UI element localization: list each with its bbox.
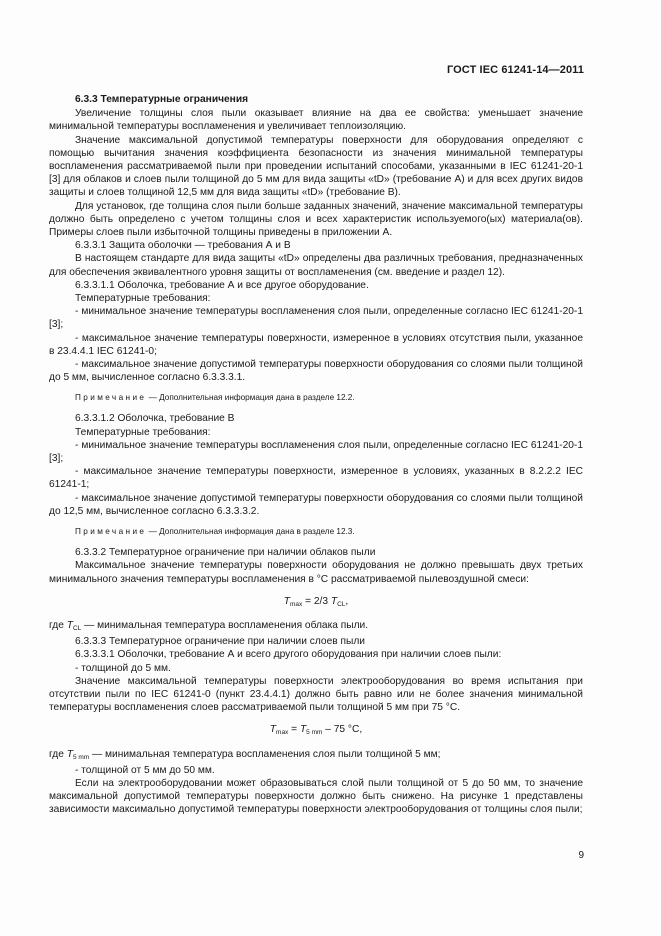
paragraph: Значение максимальной допустимой температуры поверхности для оборудования определяют с помощью вычитания значения коэффициента безопасности из значения минимальной температуры воспламенения рассматриваемой пыли при проведении испытаний способами, указанными в IEC 61241-20-1 [3] для облаков и слоев пыли толщиной до 5 мм для вида защиты «tD» (требование А) и для всех других видов защиты и слоев толщиной 12,5 мм для вида защиты «tD» (требование В).	[49, 134, 583, 199]
list-item: - толщиной до 5 мм.	[75, 662, 171, 674]
formula-tmax-cloud: Tmax = 2/3 TCL,	[283, 595, 349, 608]
note-text: — Дополнительная информация дана в разделе 12.2.	[146, 393, 355, 403]
paragraph: Увеличение толщины слоя пыли оказывает влияние на два ее свойства: уменьшает значение минимальной температуры воспламенения и увеличивает теплоизоляцию.	[49, 108, 583, 133]
list-item: - минимальное значение температуры воспламенения слоя пыли, определенные согласно IEC 61241-20-1 [3];	[49, 306, 583, 331]
paragraph: Значение максимальной температуры поверхности электрооборудования во время испытания при отсутствии пыли по IEC 61241-0 (пункт 23.4.4.1) должно быть равно или не более значения минимальной температуры воспламенения слоев рассматриваемой пыли толщиной 5 мм при 75 °С.	[49, 675, 583, 714]
subsection-title: 6.3.3.3 Температурное ограничение при наличии слоев пыли	[75, 636, 365, 648]
list-item: - максимальное значение температуры поверхности, измеренное в условиях, указанных в 8.2.2.2 IEC 61241-1;	[49, 466, 583, 491]
note-text: — Дополнительная информация дана в разделе 12.3.	[146, 527, 355, 537]
requirements-label: Температурные требования:	[75, 426, 211, 438]
subsection-title: 6.3.3.2 Температурное ограничение при наличии облаков пыли	[75, 547, 376, 559]
subsection-title: 6.3.3.1.2 Оболочка, требование В	[75, 413, 235, 425]
subsection-title: 6.3.3.1 Защита оболочки — требования А и В	[75, 240, 291, 252]
list-item: - максимальное значение температуры поверхности, измеренное в условиях отсутствия пыли, указанное в 23.4.4.1 IEC 61241-0;	[49, 332, 583, 357]
list-item: - минимальное значение температуры воспламенения слоя пыли, определенные согласно IEC 61241-20-1 [3];	[49, 439, 583, 465]
formula-explanation: где T5 mm — минимальная температура воспламенения слоя пыли толщиной 5 мм;	[49, 748, 441, 761]
formula-explanation: где TCL — минимальная температура воспламенения облака пыли.	[49, 619, 369, 632]
page-number: 9	[578, 850, 584, 861]
list-item: - толщиной от 5 мм до 50 мм.	[75, 764, 215, 776]
subsection-title: 6.3.3.1.1 Оболочка, требование А и все другое оборудование.	[75, 279, 369, 291]
standard-code: ГОСТ IEC 61241-14—2011	[446, 64, 584, 76]
note	[49, 526, 583, 537]
formula-tmax-layer: Tmax = T5 mm – 75 °С,	[269, 724, 363, 737]
note	[49, 392, 583, 403]
requirements-label: Температурные требования:	[75, 293, 211, 305]
paragraph: Максимальное значение температуры поверхности оборудования не должно превышать двух третьих минимального значения температуры воспламенения в °С рассматриваемой пылевоздушной смеси:	[49, 560, 583, 585]
paragraph: Для установок, где толщина слоя пыли больше заданных значений, значение максимальной температуры должно быть определено с учетом толщины слоя и всех характеристик используемого(ых) материала(ов). Примеры слоев пыли избыточной толщины приведены в приложении А.	[49, 200, 583, 239]
subsection-title: 6.3.3.3.1 Оболочки, требование А и всего другого оборудования при наличии слоев пыли:	[75, 649, 502, 661]
paragraph: Если на электрооборудовании может образовываться слой пыли толщиной от 5 до 50 мм, то значение максимальной допустимой температуры поверхности должно быть снижено. На рисунке 1 представлены зависимости максимально допустимой температуры поверхности электрооборудования от толщины слоя пыли;	[49, 777, 583, 816]
section-title: 6.3.3 Температурные ограничения	[75, 94, 249, 105]
paragraph: В настоящем стандарте для вида защиты «tD» определены два различных требования, предназначенных для обеспечения эквивалентного уровня защиты от воспламенения (см. введение и раздел 12).	[49, 253, 583, 278]
page-content	[49, 93, 583, 817]
list-item: - максимальное значение допустимой температуры поверхности оборудования со слоями пыли толщиной до 5 мм, вычисленное согласно 6.3.3.3.1.	[49, 359, 583, 384]
note-label: Примечание	[75, 527, 147, 537]
list-item: - максимальное значение допустимой температуры поверхности оборудования со слоями пыли толщиной до 12,5 мм, вычисленное согласно 6.3.3.3.2.	[49, 492, 583, 517]
note-label: Примечание	[75, 393, 147, 403]
